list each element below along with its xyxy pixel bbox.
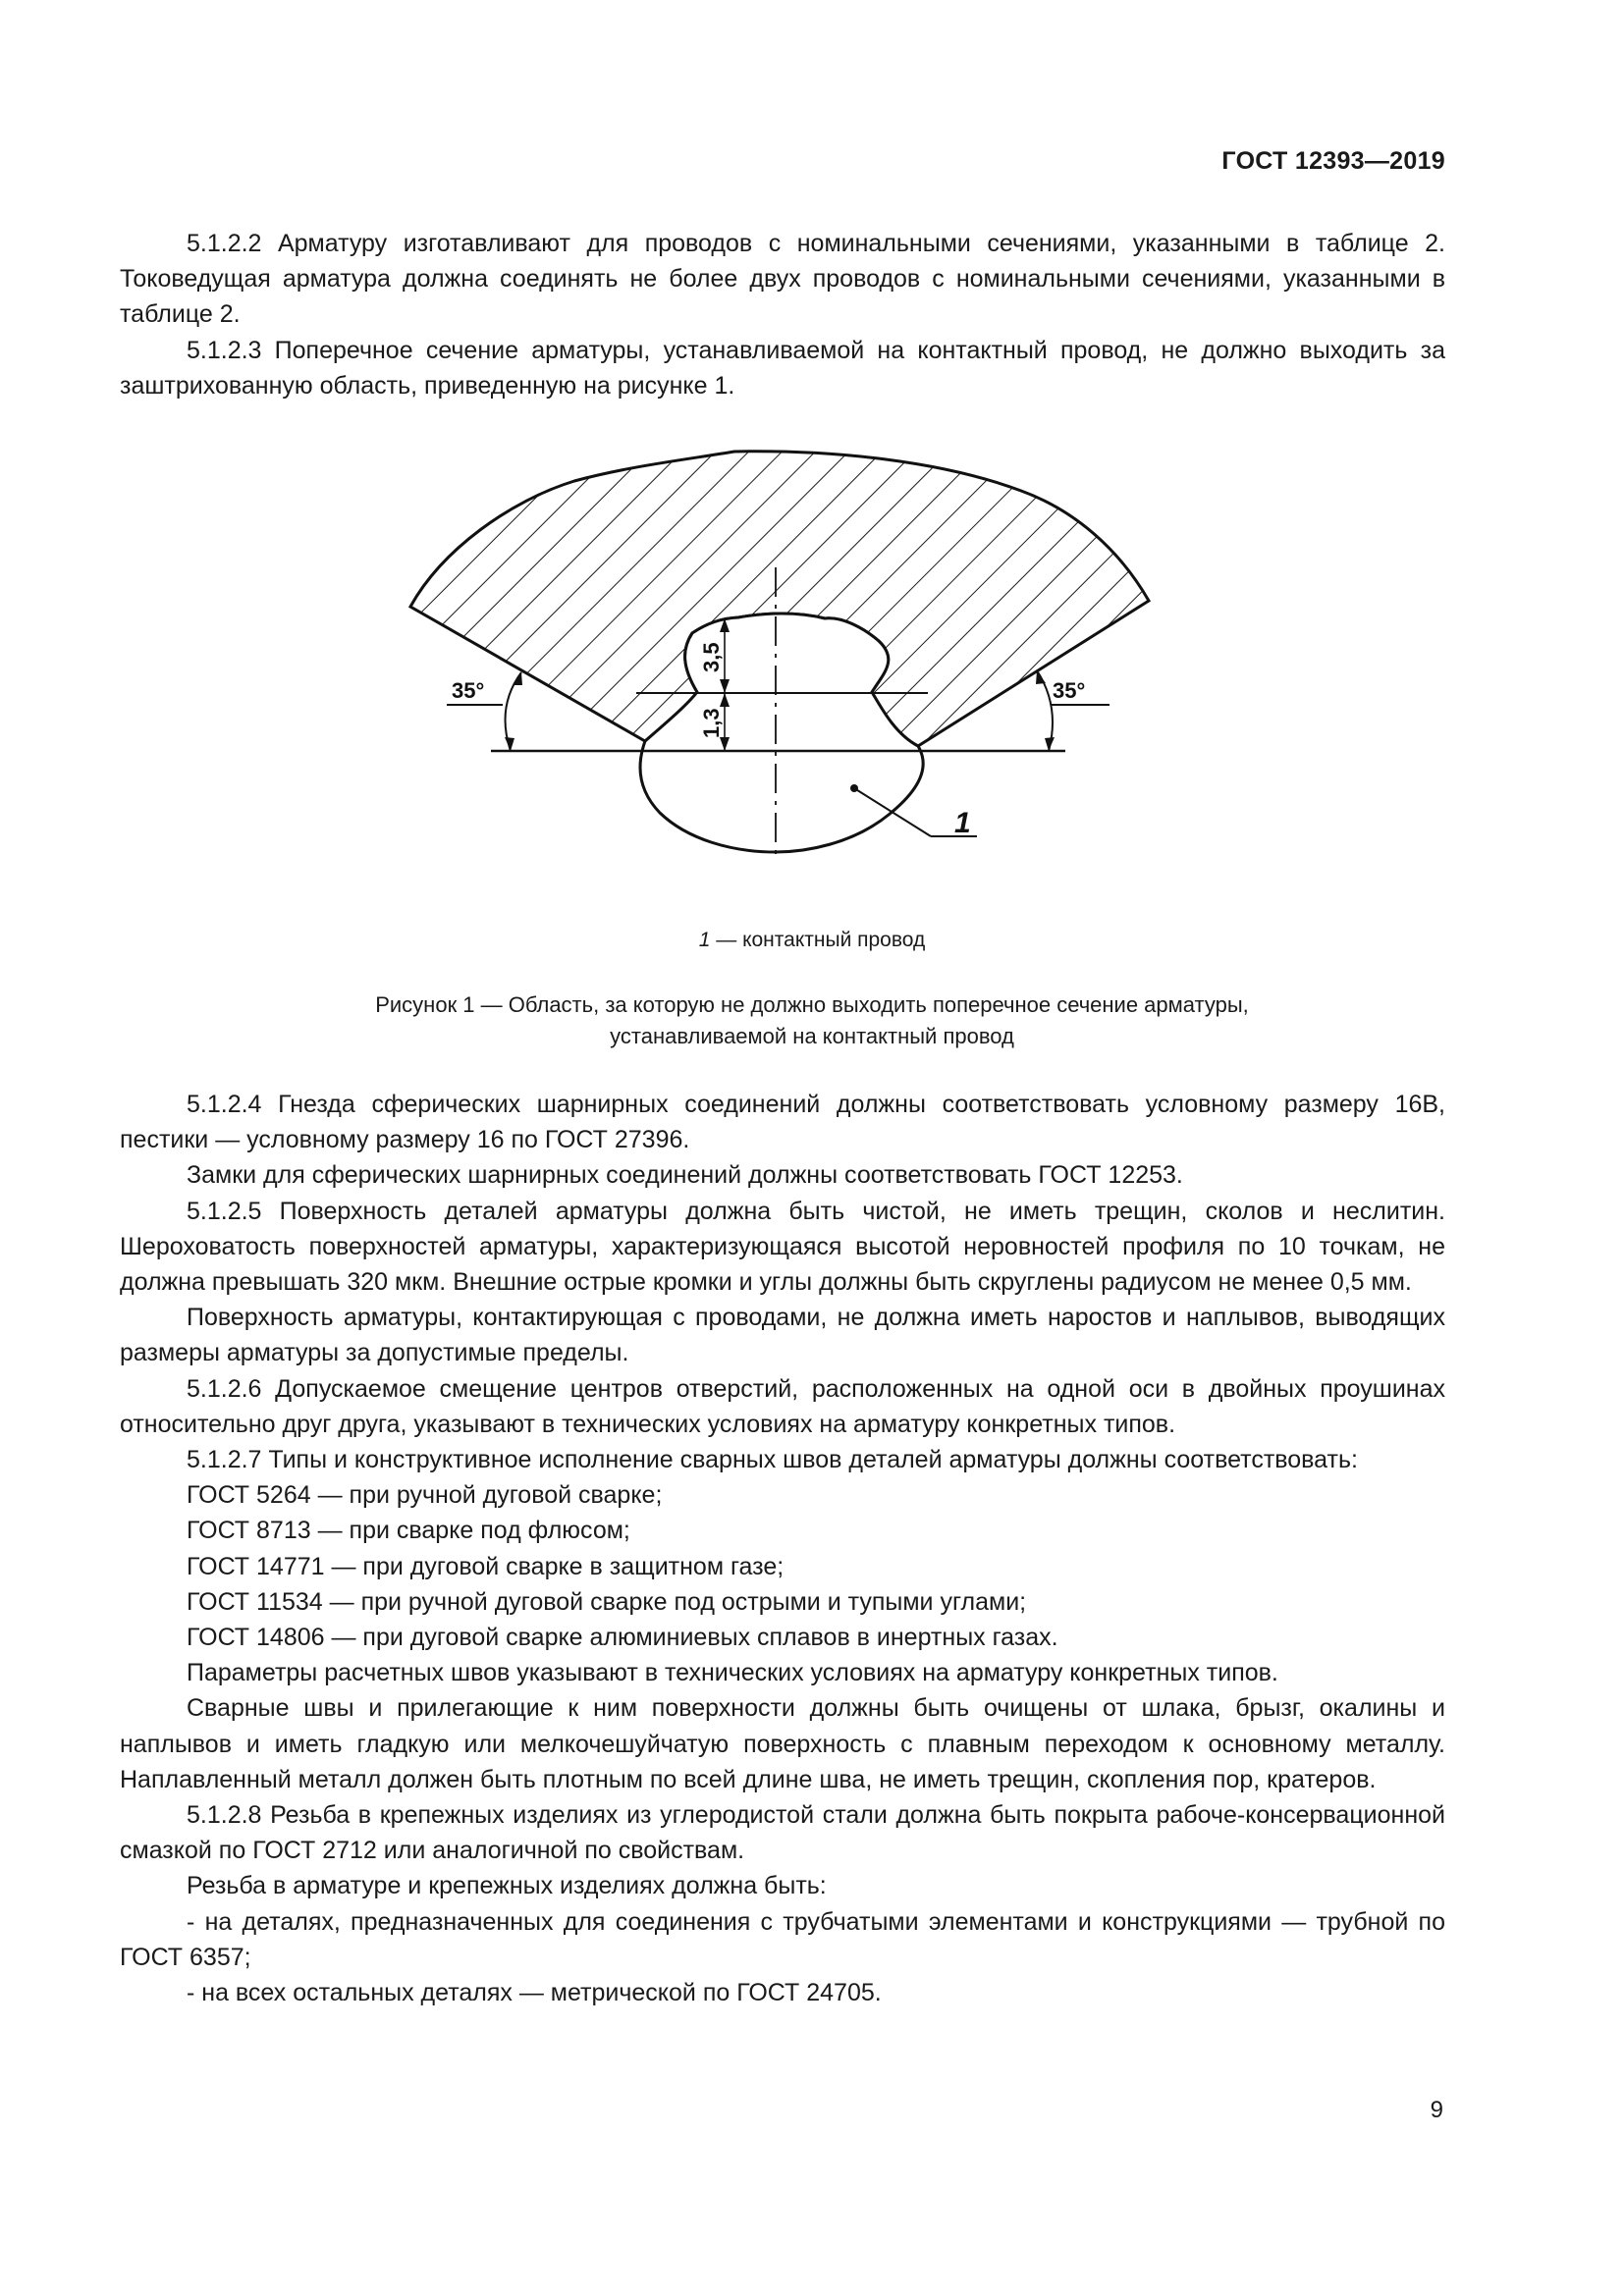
paragraph-5-1-2-3: 5.1.2.3 Поперечное сечение арматуры, устанавливаемой на контактный провод, не должно выходить за заштрихованную область, приведенную на рисунке 1. (120, 336, 1445, 400)
angle-label-right: 35° (1053, 678, 1086, 703)
paragraph-weld-params: Параметры расчетных швов указывают в технических условиях на арматуру конкретных типов. (187, 1659, 1278, 1687)
legend-text: — контактный провод (710, 929, 926, 951)
paragraph-surface: Поверхность арматуры, контактирующая с проводами, не должна иметь наростов и наплывов, выводящих размеры арматуры за допустимые пределы. (120, 1304, 1445, 1367)
list-item: ГОСТ 8713 — при сварке под флюсом; (187, 1517, 630, 1545)
paragraph-5-1-2-8: 5.1.2.8 Резьба в крепежных изделиях из углеродистой стали должна быть покрыта рабоче-консервационной смазкой по ГОСТ 2712 или аналогичной по свойствам. (120, 1801, 1445, 1865)
list-item: ГОСТ 11534 — при ручной дуговой сварке под острыми и тупыми углами; (187, 1587, 1027, 1616)
legend-number: 1 (698, 929, 711, 951)
angle-label-left: 35° (452, 678, 485, 703)
paragraph-thread: Резьба в арматуре и крепежных изделиях должна быть: (187, 1872, 827, 1900)
figure-legend (0, 929, 1624, 952)
list-item: ГОСТ 14771 — при дуговой сварке в защитном газе; (187, 1552, 785, 1580)
dim-label-1-3: 1,3 (699, 708, 724, 738)
figure-caption (0, 989, 1624, 1052)
document-header: ГОСТ 12393—2019 (1221, 147, 1445, 175)
figure-1-diagram (0, 0, 1624, 923)
caption-line-2: устанавливаемой на контактный провод (610, 1024, 1014, 1048)
caption-line-1: Рисунок 1 — Область, за которую не должно выходить поперечное сечение арматуры, (375, 992, 1249, 1017)
page-number: 9 (1430, 2097, 1443, 2123)
paragraph-5-1-2-4: 5.1.2.4 Гнезда сферических шарнирных соединений должны соответствовать условному размеру 16В, пестики — условному размеру 16 по ГОСТ 27396. (120, 1091, 1445, 1154)
list-item: - на всех остальных деталях — метрической по ГОСТ 24705. (187, 1979, 882, 2007)
text-block-bottom (120, 1087, 1445, 2010)
list-item: - на деталях, предназначенных для соединения с трубчатыми элементами и конструкциями — трубной по ГОСТ 6357; (120, 1907, 1445, 1971)
paragraph-5-1-2-6: 5.1.2.6 Допускаемое смещение центров отверстий, расположенных на одной оси в двойных проушинах относительно друг друга, указывают в технических условиях на арматуру конкретных типов. (120, 1374, 1445, 1438)
paragraph-5-1-2-2: 5.1.2.2 Арматуру изготавливают для проводов с номинальными сечениями, указанными в таблице 2. Токоведущая арматура должна соединять не более двух проводов с номинальными сечениями, указанными в таблице 2. (120, 230, 1445, 329)
list-item: ГОСТ 5264 — при ручной дуговой сварке; (187, 1481, 663, 1510)
angle-arrow (513, 672, 522, 685)
paragraph-5-1-2-5: 5.1.2.5 Поверхность деталей арматуры должна быть чистой, не иметь трещин, сколов и неслитин. Шероховатость поверхностей арматуры, характеризующаяся высотой неровностей профиля по 10 точкам, не должна превышать 320 мкм. Внешние острые кромки и углы должны быть скруглены радиусом не менее 0,5 мм. (120, 1197, 1445, 1297)
callout-label: 1 (954, 807, 971, 839)
paragraph-weld-surface: Сварные швы и прилегающие к ним поверхности должны быть очищены от шлака, брызг, окалины и наплывов и иметь гладкую или мелкочешуйчатую поверхность с плавным переходом к основному металлу. Наплавленный металл должен быть плотным по всей длине шва, не иметь трещин, скопления пор, кратеров. (120, 1694, 1445, 1793)
paragraph-5-1-2-7: 5.1.2.7 Типы и конструктивное исполнение сварных швов деталей арматуры должны соответствовать: (187, 1446, 1358, 1474)
paragraph-locks: Замки для сферических шарнирных соединений должны соответствовать ГОСТ 12253. (187, 1161, 1183, 1190)
angle-arrow (1036, 670, 1046, 684)
dim-label-3-5: 3,5 (699, 642, 724, 672)
list-item: ГОСТ 14806 — при дуговой сварке алюминиевых сплавов в инертных газах. (187, 1624, 1058, 1652)
